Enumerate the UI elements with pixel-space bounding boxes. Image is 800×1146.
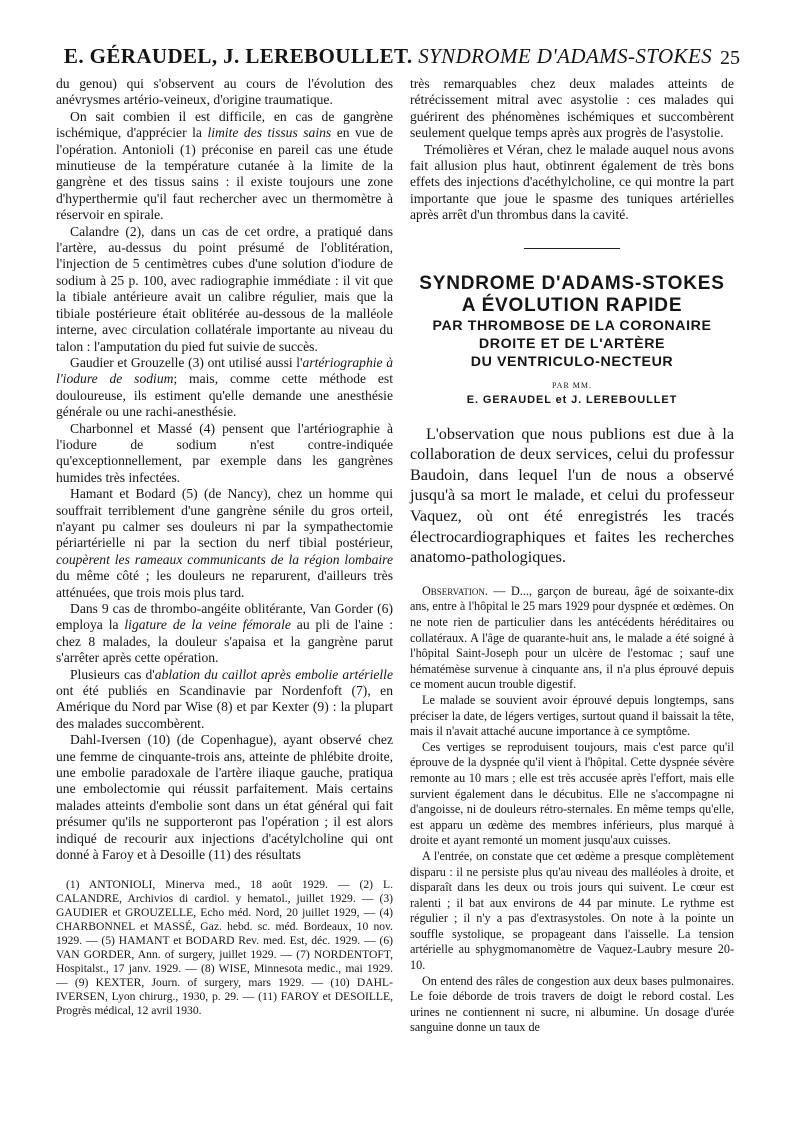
- text-run: du même côté ; les douleurs ne reparurent, d'ailleurs très atténuées, que trois mois plus tard.: [56, 568, 393, 600]
- observation-paragraph: Le malade se souvient avoir éprouvé depuis longtemps, sans préciser la date, de légers vertiges, surtout quand il baissait la tête, mais il n'avait attaché aucune importance à ce symptôme.: [410, 692, 734, 739]
- left-column: [56, 76, 393, 1018]
- text-run-italic: coupèrent les rameaux communicants de la région lombaire: [56, 551, 393, 567]
- article-title-line-1: SYNDROME D'ADAMS-STOKES: [419, 272, 725, 294]
- right-paragraph: Trémolières et Véran, chez le malade auquel nous avons fait allusion plus haut, obtinrent également de très bons effets des injections d'acéthylcholine, ce qui montre la part importante que joue le spasme des tuniques artérielles après arrêt d'un thrombus dans la cavité.: [410, 141, 734, 223]
- left-paragraph: [56, 355, 393, 421]
- text-run-italic: ablation du caillot après embolie artérielle: [154, 666, 393, 682]
- left-paragraph: Charbonnel et Massé (4) pensent que l'artériographie à l'iodure de sodium n'est contre-indiquée qu'exceptionnellement, par exemple dans les gangrènes humides très infectées.: [56, 420, 393, 485]
- text-run: Dans 9 cas de thrombo-angéite oblitérante, Van Gorder (6) employa la: [56, 601, 393, 633]
- left-paragraph: [56, 486, 393, 601]
- left-paragraph: Dahl-Iversen (10) (de Copenhague), ayant observé chez une femme de cinquante-trois ans, atteinte de phlébite droite, une embolie paradoxale de l'artère iliaque gauche, pratiqua une embolectomie qui réussit parfaitement. Mais certains malades atteints d'embolie sont dans un état général qui fait présumer qu'ils ne supporteront pas l'opération ; il est alors indiqué de recourir aux injections d'acétylcholine qui ont donné à Faroy et à Desoille (11) des résultats: [56, 732, 393, 863]
- observation-paragraph: A l'entrée, on constate que cet œdème a presque complètement disparu : il ne persiste plus qu'au niveau des malléoles à droite, et disparaît dans les deux ou trois jours qui suivent. Le cœur est ralenti ; il bat aux environs de 44 par minute. Le rythme est régulier ; il n'y a pas d'extrasystoles. On note à la pointe un souffle systolique, se propageant dans l'aisselle. La tension artérielle au sphygmomanomètre de Vaquez-Laubry mesure 20-10.: [410, 848, 734, 973]
- text-run: On sait combien il est difficile, en cas de gangrène ischémique, d'apprécier la: [56, 108, 393, 141]
- right-column: [410, 76, 734, 1036]
- text-run: ont été publiés en Scandinavie par Nordenfoft (7), en Amérique du Nord par Wise (8) et par Kexter (9) : la plupart des malades succombèrent.: [56, 683, 393, 731]
- running-head-title: SYNDROME D'ADAMS-STOKES: [418, 44, 713, 68]
- text-run: Gaudier et Grouzelle (3) ont utilisé aussi l': [70, 354, 303, 370]
- text-run-italic: limite des tissus sains: [207, 125, 332, 141]
- observation-paragraph: [410, 584, 734, 693]
- text-run: ; mais, comme cette méthode est douloureuse, ils estiment qu'elle demande une anesthésie générale ou une rachi-anesthésie.: [56, 371, 393, 420]
- left-paragraph: [56, 109, 393, 224]
- running-head: [58, 44, 718, 69]
- section-divider: [524, 248, 620, 249]
- footnotes: [56, 878, 393, 1018]
- observation-paragraph: Ces vertiges se reproduisent toujours, mais c'est parce qu'il éprouve de la dyspnée qu'il vient à l'hôpital. Cette dyspnée sévère remonte au 10 mars ; elle est très accusée après l'effort, mais elle survient également dans le décubitus. Elle ne s'accompagne ni d'angoisse, ni de douleurs rétro-sternales. En même temps qu'elle, est apparu un œdème des membres inférieurs, plus marqué à droite et ayant remonté un moment jusqu'aux cuisses.: [410, 739, 734, 848]
- text-run: en vue de l'opération. Antonioli (1) préconise en pareil cas une étude minutieuse de la température cutanée à la limite de la gangrène et des tissus sains : il existe toujours une zone d'hyperthermie qu'il faut rechercher avec un thermomètre à réservoir en spirale.: [56, 125, 393, 223]
- footnote-text: (1) ANTONIOLI, Minerva med., 18 août 1929. — (2) L. CALANDRE, Archivios di cardiol. y hematol., juillet 1929. — (3) GAUDIER et GROUZELLE, Echo méd. Nord, 20 juillet 1929, — (4) CHARBONNEL et MASSÉ, Gaz. hebd. sc. méd. Bordeaux, 10 nov. 1929. — (5) HAMANT et BODARD Rev. med. Est, déc. 1929. — (6) VAN GORDER, Ann. of surgery, juillet 1929. — (7) NORDENTOFT, Hospitalst., 17 janv. 1929. — (8) WISE, Minnesota medic., mai 1929. — (9) KEXTER, Journ. of surgery, mars 1929. — (10) DAHL-IVERSEN, Lyon chirurg., 1930, p. 29. — (11) FAROY et DESOILLE, Progrès médical, 12 avril 1930.: [56, 877, 393, 1017]
- text-run: — D..., garçon de bureau, âgé de soixante-dix ans, entre à l'hôpital le 25 mars 1929 pour dyspnée et œdèmes. On ne note rien de particulier dans les antécédents héréditaires ou collatéraux. A l'âge de quarante-huit ans, le malade a été soigné à l'hôpital Saint-Joseph pour un ulcère de l'estomac ; sauf une hématémèse survenue à cinquante ans, il n'a plus éprouvé depuis ce moment aucun trouble digestif.: [410, 583, 734, 692]
- page-number: 25: [720, 47, 740, 69]
- article-subtitle-line-2: DROITE ET DE L'ARTÈRE: [478, 335, 666, 352]
- lead-paragraph: L'observation que nous publions est due à la collaboration de deux services, celui du professur Baudoin, dans lequel l'un de nous a observé jusqu'à sa mort le malade, et celui du professeur Vaquez, où ont été enregistrés les tracés électrocardiographiques et faites les recherches anatomo-pathologiques.: [410, 424, 734, 567]
- left-paragraph: du genou) qui s'observent au cours de l'évolution des anévrysmes artério-veineux, d'origine traumatique.: [56, 76, 393, 108]
- article-subtitle-line-3: DU VENTRICULO-NECTEUR: [470, 353, 674, 370]
- byline-prefix: PAR MM.: [551, 380, 593, 390]
- right-paragraph: très remarquables chez deux malades atteints de rétrécissement mitral avec asystolie : ces malades qui guérirent des phénomènes ischémiques et succombèrent seulement quelque temps après aux progrès de l'asystolie.: [410, 76, 734, 141]
- observation-label: Observation.: [422, 583, 488, 598]
- left-paragraph: Calandre (2), dans un cas de cet ordre, a pratiqué dans l'artère, au-dessus du point présumé de l'oblitération, l'injection de 5 centimètres cubes d'une solution d'iodure de sodium à 25 p. 100, avec radiographie immédiate : il vit que la tibiale antérieure avait un calibre régulier, mais que la tibiale postérieure était oblitérée au-dessous de la malléole interne, avec circulation collatérale importante au niveau du talon : l'amputation du pied fut suivie de succès.: [56, 223, 393, 354]
- observation-section: [410, 584, 734, 1036]
- text-run-italic: artériographie à l'iodure de sodium: [56, 354, 393, 387]
- left-paragraph: [56, 667, 393, 733]
- text-run: au pli de l'aine : chez 8 malades, la douleur s'apaisa et la gangrène parut s'arrêter après cette opération.: [56, 617, 393, 666]
- text-run: Hamant et Bodard (5) (de Nancy), chez un homme qui souffrait terriblement d'une gangrène sénile du gros orteil, n'ayant pu calmer ses douleurs ni par la sympathectomie périartérielle ni par la section du nerf tibial postérieur,: [56, 486, 393, 551]
- text-run: Plusieurs cas d': [70, 666, 155, 682]
- article-subtitle-line-1: PAR THROMBOSE DE LA CORONAIRE: [432, 317, 712, 334]
- running-head-authors: E. GÉRAUDEL, J. LEREBOULLET.: [63, 44, 413, 68]
- observation-paragraph: On entend des râles de congestion aux deux bases pulmonaires. Le foie déborde de trois travers de doigt le rebord costal. Les urines ne contiennent ni sucre, ni albumine. Un dosage d'urée sanguine donne un taux de: [410, 973, 734, 1035]
- article-authors: E. GERAUDEL et J. LEREBOULLET: [466, 393, 678, 406]
- article-title-line-2: A ÉVOLUTION RAPIDE: [461, 294, 683, 316]
- text-run-italic: ligature de la veine fémorale: [124, 617, 291, 633]
- left-paragraph: [56, 601, 393, 667]
